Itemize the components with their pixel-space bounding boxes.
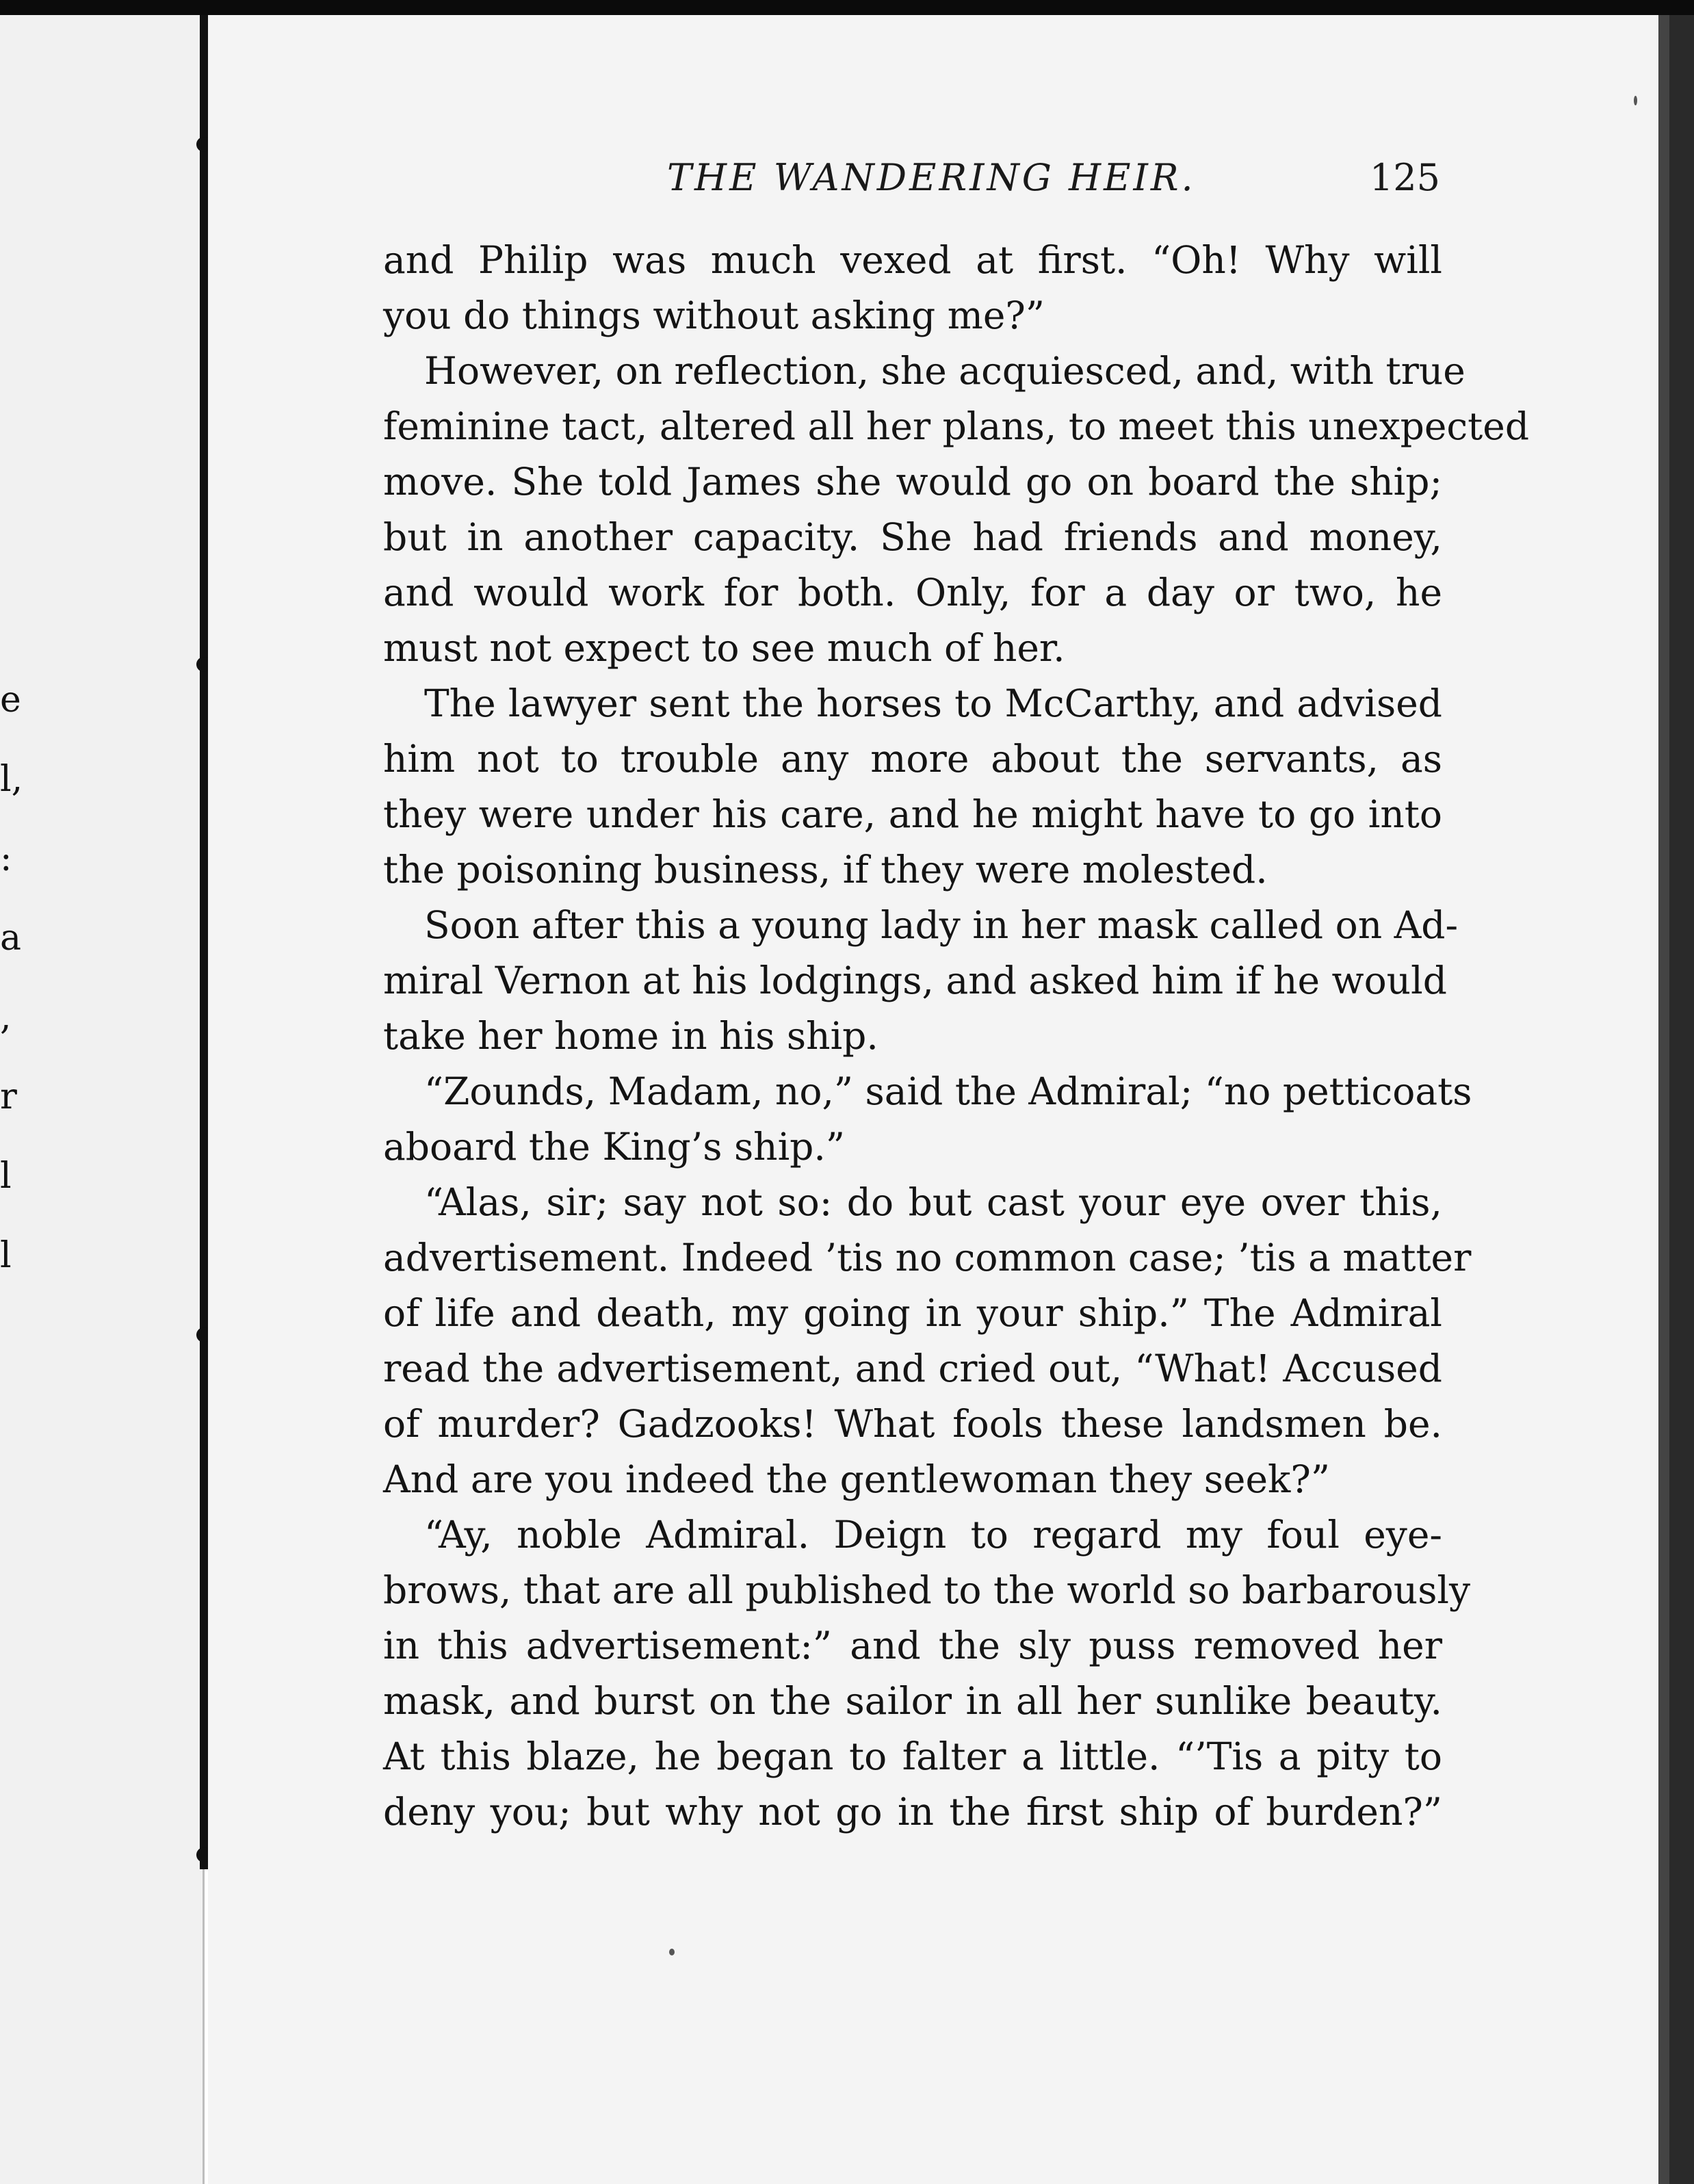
paper-speck — [1634, 96, 1637, 105]
page-edge-dark — [1669, 15, 1694, 2184]
text-line: The lawyer sent the horses to McCarthy, and advised — [424, 681, 1442, 725]
running-header — [667, 147, 1440, 209]
text-line: “Ay, noble Admiral. Deign to regard my foul eye- — [424, 1513, 1442, 1557]
text-line: must not expect to see much of her. — [383, 626, 1065, 670]
page-number: 125 — [1369, 156, 1440, 199]
text-line: of murder? Gadzooks! What fools these landsmen be. — [383, 1402, 1442, 1446]
text-line: “Alas, sir; say not so: do but cast your eye over this, — [424, 1180, 1442, 1224]
text-line: deny you; but why not go in the first ship of burden?” — [383, 1790, 1442, 1834]
facing-page-bleed-through — [0, 660, 23, 1295]
text-line: And are you indeed the gentlewoman they seek?” — [383, 1457, 1330, 1501]
text-line: mask, and burst on the sailor in all her sunlike beauty. — [383, 1679, 1442, 1723]
binding-gutter — [200, 15, 208, 1869]
text-line: take her home in his ship. — [383, 1014, 878, 1058]
bleed-char: , — [0, 997, 12, 1038]
text-line: in this advertisement:” and the sly puss removed her — [383, 1624, 1442, 1667]
bleed-char: : — [0, 838, 12, 879]
text-line: Soon after this a young lady in her mask called on Ad- — [424, 903, 1459, 947]
gutter-shadow — [203, 1869, 205, 2184]
body-text — [383, 233, 1530, 1840]
text-line: and would work for both. Only, for a day or two, he — [383, 571, 1442, 614]
bleed-char: l — [0, 1156, 12, 1197]
text-line: they were under his care, and he might have to go into — [383, 792, 1442, 836]
paper-speck — [669, 1949, 675, 1955]
text-line: “Zounds, Madam, no,” said the Admiral; “no petticoats — [424, 1069, 1472, 1113]
scan-top-border — [0, 0, 1694, 15]
facing-page — [0, 15, 203, 2184]
bleed-char: l, — [0, 759, 23, 800]
text-line: read the advertisement, and cried out, “What! Accused — [383, 1347, 1442, 1390]
bleed-char: a — [0, 918, 22, 959]
text-line: of life and death, my going in your ship.” The Admiral — [383, 1291, 1442, 1335]
text-line: aboard the King’s ship.” — [383, 1125, 845, 1169]
text-line: brows, that are all published to the world so barbarously — [383, 1568, 1471, 1612]
text-line: you do things without asking me?” — [383, 294, 1045, 337]
bleed-char: e — [0, 679, 21, 720]
text-line: However, on reflection, she acquiesced, and, with true — [424, 349, 1465, 393]
text-line: the poisoning business, if they were molested. — [383, 848, 1268, 892]
running-title: THE WANDERING HEIR. — [667, 156, 1196, 199]
bleed-char: l — [0, 1235, 12, 1276]
text-line: miral Vernon at his lodgings, and asked him if he would — [383, 959, 1447, 1002]
text-line: feminine tact, altered all her plans, to meet this unexpected — [383, 404, 1530, 448]
bleed-char: r — [0, 1076, 17, 1117]
text-line: At this blaze, he began to falter a little. “’Tis a pity to — [383, 1734, 1442, 1778]
text-line: but in another capacity. She had friends and money, — [383, 515, 1442, 559]
text-line: and Philip was much vexed at first. “Oh! Why will — [383, 238, 1442, 282]
text-line: advertisement. Indeed ’tis no common case; ’tis a matter — [383, 1236, 1472, 1279]
text-line: him not to trouble any more about the servants, as — [383, 737, 1442, 781]
text-line: move. She told James she would go on board the ship; — [383, 460, 1442, 504]
